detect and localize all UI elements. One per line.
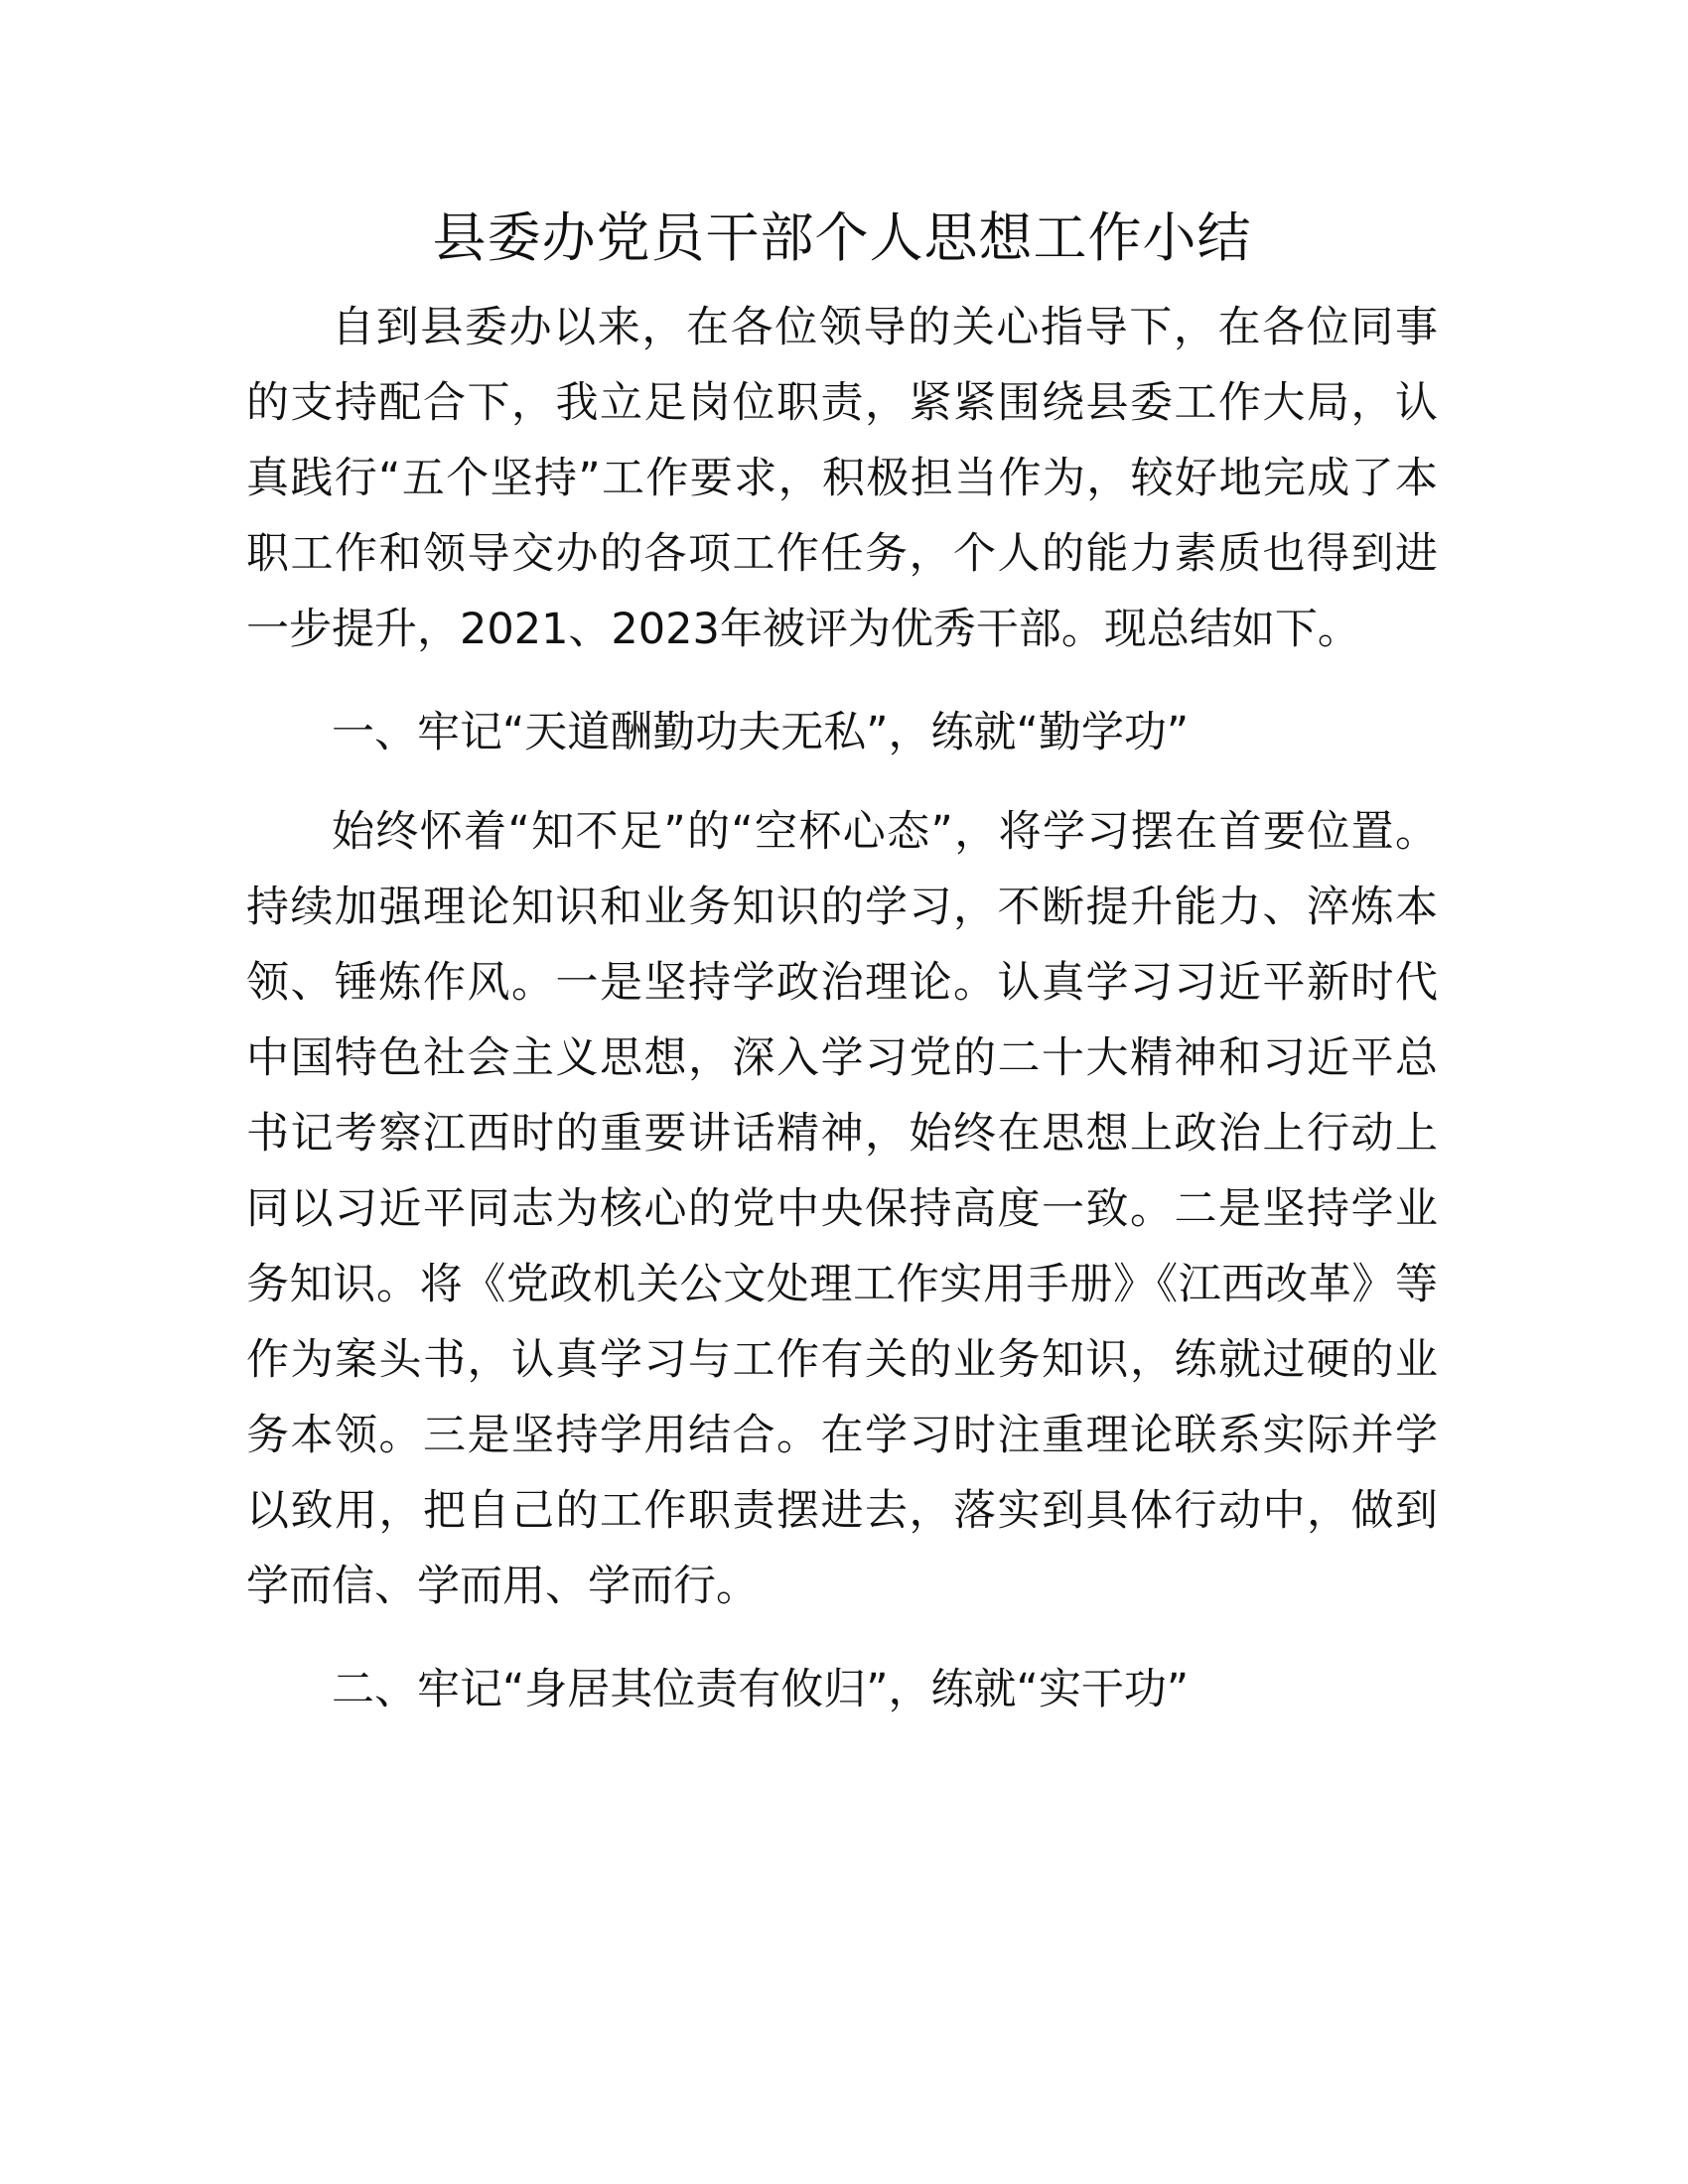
- document-content: [246, 199, 1438, 1727]
- section-heading-1: 一、牢记“天道酬勤功夫无私”，练就“勤学功”: [332, 708, 1190, 757]
- intro-paragraph: 自到县委办以来，在各位领导的关心指导下，在各位同事的支持配合下，我立足岗位职责，紧紧围绕县委工作大局，认真践行“五个坚持”工作要求，积极担当作为，较好地完成了本职工作和领导交办的各项工作任务，个人的能力素质也得到进一步提升，2021、2023年被评为优秀干部。现总结如下。: [246, 303, 1438, 654]
- section-heading-2: 二、牢记“身居其位责有攸归”，练就“实干功”: [332, 1665, 1190, 1714]
- section-body-1: 始终怀着“知不足”的“空杯心态”，将学习摆在首要位置。持续加强理论知识和业务知识的学习，不断提升能力、淬炼本领、锤炼作风。一是坚持学政治理论。认真学习习近平新时代中国特色社会主义思想，深入学习党的二十大精神和习近平总书记考察江西时的重要讲话精神，始终在思想上政治上行动上同以习近平同志为核心的党中央保持高度一致。二是坚持学业务知识。将《党政机关公文处理工作实用手册》《江西改革》等作为案头书，认真学习与工作有关的业务知识，练就过硬的业务本领。三是坚持学用结合。在学习时注重理论联系实际并学以致用，把自己的工作职责摆进去，落实到具体行动中，做到学而信、学而用、学而行。: [246, 807, 1438, 1611]
- document-title: 县委办党员干部个人思想工作小结: [432, 206, 1252, 269]
